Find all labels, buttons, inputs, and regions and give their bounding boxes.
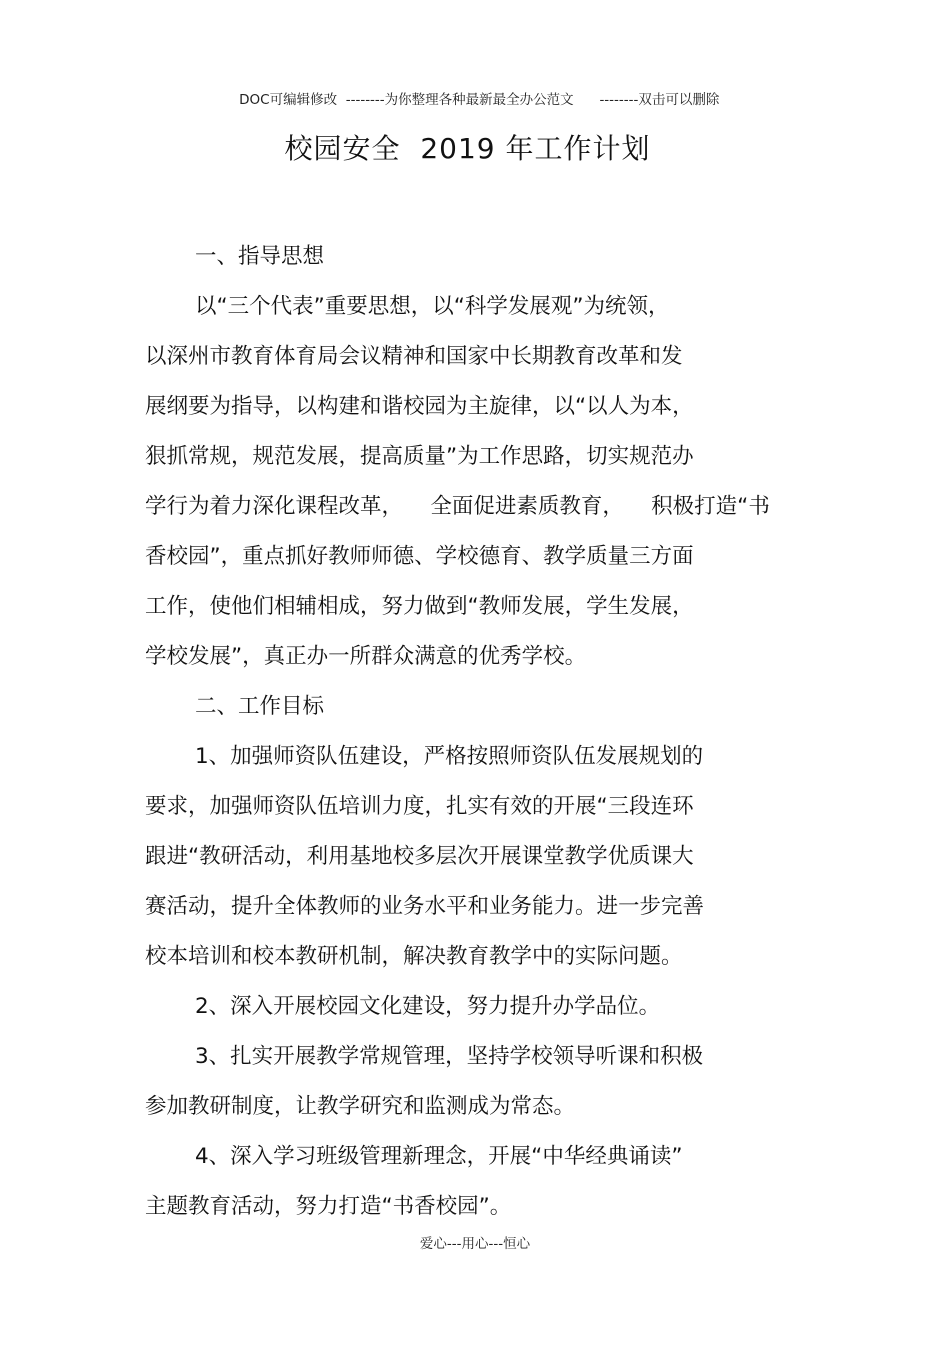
paragraph-line: 校本培训和校本教研机制，解决教育教学中的实际问题。 — [145, 944, 683, 969]
paragraph-line: 跟进“教研活动，利用基地校多层次开展课堂教学优质课大 — [145, 844, 694, 869]
header-collection-label: --------为你整理各种最新最全办公范文 — [345, 92, 574, 108]
paragraph-line: 学行为着力深化课程改革， 全面促进素质教育， 积极打造“书 — [145, 494, 770, 519]
header-delete-hint: --------双击可以删除 — [599, 92, 720, 108]
paragraph-line: 学校发展”，真正办一所群众满意的优秀学校。 — [145, 644, 587, 669]
page-header — [0, 72, 950, 108]
header-doc-label: DOC可编辑修改 — [239, 92, 338, 108]
paragraph-line: 赛活动，提升全体教师的业务水平和业务能力。进一步完善 — [145, 894, 705, 919]
page-footer: 爱心---用心---恒心 — [419, 1236, 531, 1252]
document-title: 校园安全 2019 年工作计划 — [284, 132, 651, 165]
paragraph-line: 4、深入学习班级管理新理念，开展“中华经典诵读” — [195, 1144, 683, 1169]
paragraph-line: 以深州市教育体育局会议精神和国家中长期教育改革和发 — [145, 344, 683, 369]
paragraph-line: 3、扎实开展教学常规管理，坚持学校领导听课和积极 — [195, 1044, 704, 1069]
paragraph-line: 以“三个代表”重要思想，以“科学发展观”为统领， — [195, 294, 670, 319]
section-heading: 一、指导思想 — [195, 244, 325, 269]
section-heading: 二、工作目标 — [195, 694, 325, 719]
paragraph-line: 香校园”，重点抓好教师师德、学校德育、教学质量三方面 — [145, 544, 694, 569]
paragraph-line: 1、加强师资队伍建设，严格按照师资队伍发展规划的 — [195, 744, 704, 769]
paragraph-line: 狠抓常规，规范发展，提高质量”为工作思路，切实规范办 — [145, 444, 694, 469]
paragraph-line: 展纲要为指导，以构建和谐校园为主旋律，以“以人为本， — [145, 394, 694, 419]
paragraph-line: 工作，使他们相辅相成，努力做到“教师发展，学生发展， — [145, 594, 694, 619]
paragraph-line: 要求，加强师资队伍培训力度，扎实有效的开展“三段连环 — [145, 794, 694, 819]
paragraph-line: 2、深入开展校园文化建设，努力提升办学品位。 — [195, 994, 661, 1019]
paragraph-line: 主题教育活动，努力打造“书香校园”。 — [145, 1194, 512, 1219]
paragraph-line: 参加教研制度，让教学研究和监测成为常态。 — [145, 1094, 576, 1119]
